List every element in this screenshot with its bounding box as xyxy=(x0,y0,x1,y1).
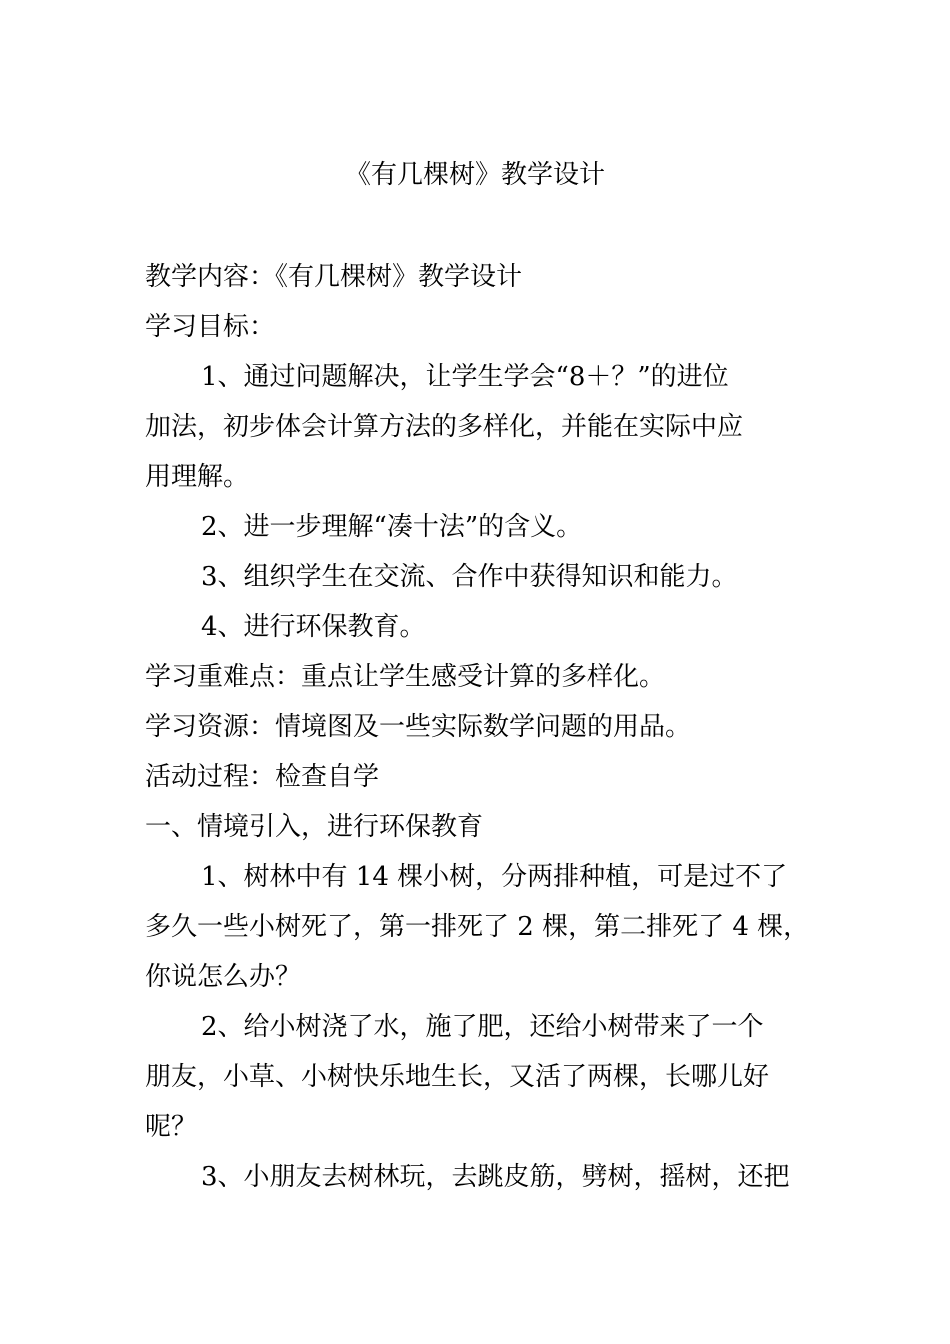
item-1-line-2: 多久一些小树死了，第一排死了 2 棵，第二排死了 4 棵， xyxy=(145,912,810,942)
item-3-line-1: 3、小朋友去树林玩，去跳皮筋，劈树，摇树，还把 xyxy=(201,1162,790,1192)
objective-1-line-3: 用理解。 xyxy=(145,462,250,492)
document-title: 《有几棵树》教学设计 xyxy=(344,160,605,190)
objective-1-line-1: 1、通过问题解决，让学生学会“8＋？”的进位 xyxy=(201,362,729,392)
objective-1-line-2: 加法，初步体会计算方法的多样化，并能在实际中应 xyxy=(145,412,744,442)
learning-resources-line: 学习资源：情境图及一些实际数学问题的用品。 xyxy=(145,712,692,742)
item-1-line-3: 你说怎么办？ xyxy=(145,962,302,992)
item-2-line-3: 呢？ xyxy=(145,1112,198,1142)
objective-2: 2、进一步理解“凑十法”的含义。 xyxy=(201,512,583,542)
objective-4: 4、进行环保教育。 xyxy=(201,612,426,642)
activity-process-line: 活动过程：检查自学 xyxy=(145,762,380,792)
document-body xyxy=(145,252,815,1202)
objective-3: 3、组织学生在交流、合作中获得知识和能力。 xyxy=(201,562,738,592)
item-1-line-1: 1、树林中有 14 棵小树，分两排种植，可是过不了 xyxy=(201,862,788,892)
item-2-line-1: 2、给小树浇了水，施了肥，还给小树带来了一个 xyxy=(201,1012,764,1042)
item-2-line-2: 朋友，小草、小树快乐地生长，又活了两棵，长哪儿好 xyxy=(145,1062,770,1092)
teaching-content-line: 教学内容：《有几棵树》教学设计 xyxy=(145,262,523,292)
learning-objectives-heading: 学习目标： xyxy=(145,312,276,342)
key-difficulty-line: 学习重难点：重点让学生感受计算的多样化。 xyxy=(145,662,666,692)
section-1-heading: 一、情境引入，进行环保教育 xyxy=(145,812,484,842)
